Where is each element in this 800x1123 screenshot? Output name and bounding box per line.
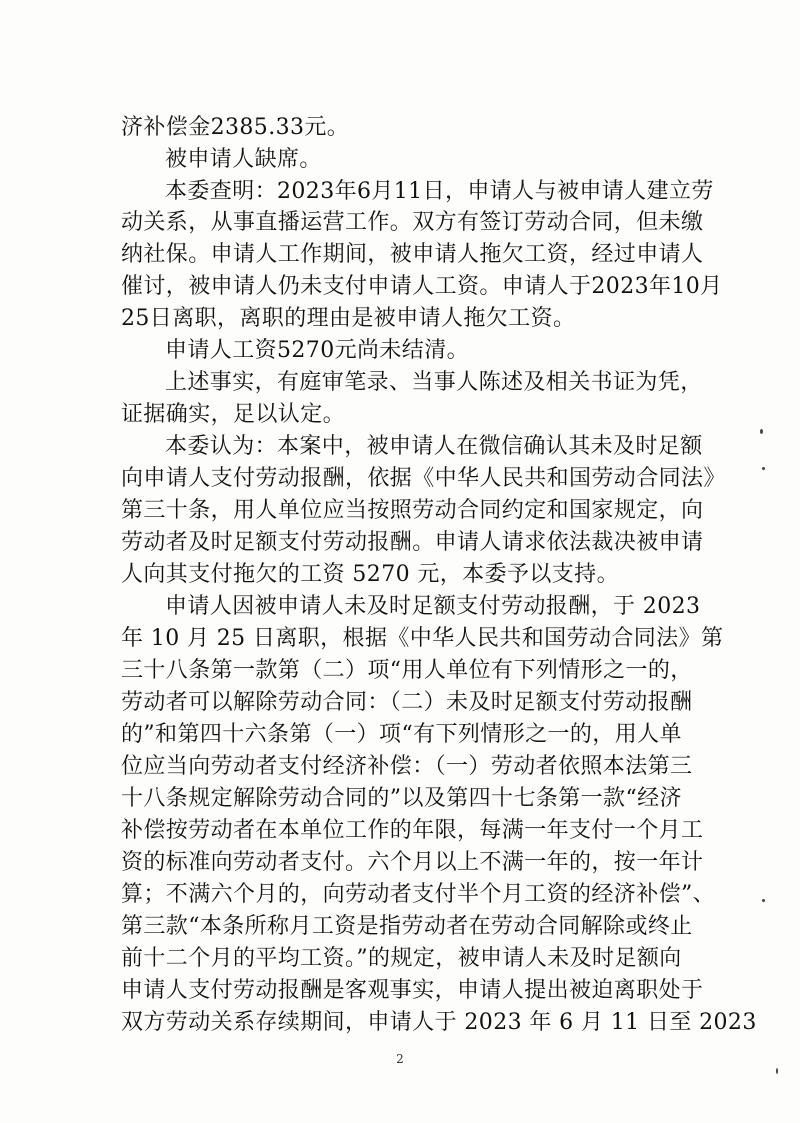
- scan-speck: [760, 429, 763, 434]
- text-line: 本委认为：本案中，被申请人在微信确认其未及时足额: [165, 434, 703, 459]
- text-line: 第三款“本条所称月工资是指劳动者在劳动合同解除或终止: [121, 914, 693, 939]
- text-line: 三十八条第一款第（二）项“用人单位有下列情形之一的，: [121, 658, 693, 683]
- text-line: 证据确实，足以认定。: [121, 402, 346, 427]
- scan-speck: [762, 899, 765, 902]
- text-line: 算；不满六个月的，向劳动者支付半个月工资的经济补偿”、: [121, 882, 716, 907]
- text-line: 双方劳动关系存续期间，申请人于 2023 年 6 月 11 日至 2023: [121, 1010, 757, 1035]
- text-line: 纳社保。申请人工作期间，被申请人拖欠工资，经过申请人: [121, 242, 704, 267]
- scan-speck: [762, 467, 765, 470]
- text-line: 补偿按劳动者在本单位工作的年限，每满一年支付一个月工: [121, 818, 704, 843]
- text-line: 动关系，从事直播运营工作。双方有签订劳动合同，但未缴: [121, 210, 704, 235]
- text-line: 位应当向劳动者支付经济补偿：（一）劳动者依照本法第三: [121, 754, 693, 779]
- text-line: 济补偿金2385.33元。: [121, 115, 350, 140]
- text-line: 年 10 月 25 日离职，根据《中华人民共和国劳动合同法》第: [121, 626, 724, 651]
- text-line: 被申请人缺席。: [165, 147, 322, 172]
- text-line: 劳动者可以解除劳动合同：（二）未及时足额支付劳动报酬: [121, 690, 693, 715]
- text-line: 本委查明：2023年6月11日，申请人与被申请人建立劳: [165, 179, 714, 204]
- text-line: 第三十条，用人单位应当按照劳动合同约定和国家规定，向: [121, 498, 704, 523]
- text-line: 申请人支付劳动报酬是客观事实，申请人提出被迫离职处于: [121, 978, 704, 1003]
- page-number: 2: [396, 1052, 404, 1066]
- text-line: 的”和第四十六条第（一）项“有下列情形之一的，用人单: [121, 722, 682, 747]
- text-line: 催讨，被申请人仍未支付申请人工资。申请人于2023年10月: [121, 274, 723, 299]
- text-line: 上述事实，有庭审笔录、当事人陈述及相关书证为凭，: [165, 370, 703, 395]
- text-line: 人向其支付拖欠的工资 5270 元，本委予以支持。: [121, 562, 619, 587]
- text-line: 十八条规定解除劳动合同的”以及第四十七条第一款“经济: [121, 786, 682, 811]
- scan-speck: [776, 1068, 778, 1074]
- text-line: 25日离职，离职的理由是被申请人拖欠工资。: [121, 306, 576, 331]
- text-line: 申请人因被申请人未及时足额支付劳动报酬，于 2023: [165, 594, 701, 619]
- text-line: 前十二个月的平均工资。”的规定，被申请人未及时足额向: [121, 946, 682, 971]
- text-line: 劳动者及时足额支付劳动报酬。申请人请求依法裁决被申请: [121, 530, 704, 555]
- text-line: 申请人工资5270元尚未结清。: [165, 338, 469, 363]
- text-line: 资的标准向劳动者支付。六个月以上不满一年的，按一年计: [121, 850, 704, 875]
- text-line: 向申请人支付劳动报酬，依据《中华人民共和国劳动合同法》: [121, 466, 726, 491]
